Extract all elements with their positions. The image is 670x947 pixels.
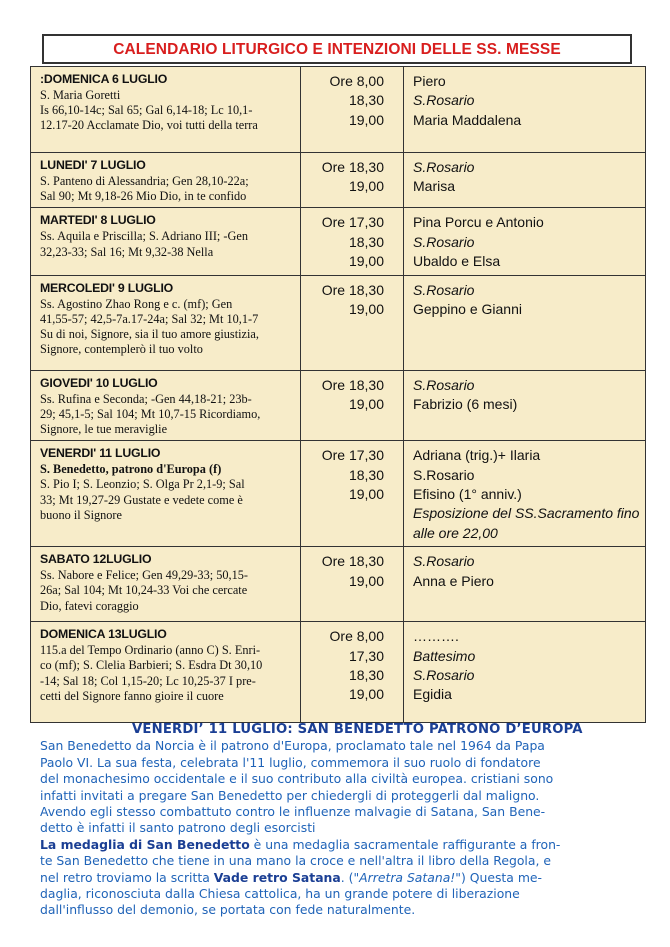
- mass-times-cell: [301, 208, 404, 275]
- mass-intention: ……….: [413, 628, 459, 645]
- mass-time: 19,00: [348, 178, 384, 195]
- day-cell: [31, 208, 301, 275]
- article-line: Paolo VI. La sua festa, celebrata l'11 luglio, commemora il suo ruolo di fondatore: [40, 754, 541, 770]
- day-reading-line: Ss. Nabore e Felice; Gen 49,29-33; 50,15-: [40, 568, 248, 583]
- mass-intention: Egidia: [413, 686, 452, 703]
- mass-intention: Pina Porcu e Antonio: [413, 214, 544, 231]
- day-reading-line: Su di noi, Signore, sia il tuo amore giustizia,: [40, 327, 259, 342]
- day-reading-line: 29; 45,1-5; Sal 104; Mt 10,7-15 Ricordiamo,: [40, 406, 261, 421]
- calendar-row: [31, 547, 646, 622]
- mass-intention: Marisa: [413, 178, 456, 195]
- mass-intention: Maria Maddalena: [413, 111, 522, 128]
- article-heading: VENERDI’ 11 LUGLIO: SAN BENEDETTO PATRONO D’EUROPA: [132, 722, 583, 737]
- day-reading-line: 32,23-33; Sal 16; Mt 9,32-38 Nella: [40, 244, 214, 259]
- intentions-cell: [404, 441, 646, 547]
- day-cell: [31, 275, 301, 370]
- day-reading-line: cetti del Signore fanno gioire il cuore: [40, 688, 224, 703]
- intentions-cell: [404, 370, 646, 441]
- day-reading-line: 115.a del Tempo Ordinario (anno C) S. Enri-: [40, 643, 261, 658]
- mass-intention: S.Rosario: [413, 466, 475, 483]
- mass-time: 19,00: [348, 686, 384, 703]
- mass-intention: Piero: [413, 73, 446, 89]
- mass-time: 19,00: [348, 486, 384, 503]
- intentions-cell: [404, 622, 646, 723]
- mass-intention: Adriana (trig.)+ Ilaria: [413, 447, 541, 464]
- calendar-row: [31, 275, 646, 370]
- calendar-row: [31, 441, 646, 547]
- intentions-cell: [404, 208, 646, 275]
- day-reading-line: Is 66,10-14c; Sal 65; Gal 6,14-18; Lc 10,1-: [40, 103, 253, 118]
- mass-intention: S.Rosario: [413, 553, 475, 570]
- article-line: dall'influsso del demonio, se portata con fede naturalmente.: [40, 902, 416, 918]
- day-reading-line: Ss. Agostino Zhao Rong e c. (mf); Gen: [40, 296, 233, 311]
- day-reading-line: S. Maria Goretti: [40, 88, 121, 102]
- mass-times-cell: [301, 67, 404, 153]
- calendar-row: [31, 622, 646, 723]
- mass-intention: Efisino (1° anniv.): [413, 486, 522, 503]
- vade-retro-text: Vade retro Satana: [213, 869, 341, 885]
- mass-time: 18,30: [348, 92, 384, 109]
- day-name: GIOVEDI' 10 LUGLIO: [40, 375, 158, 390]
- mass-time: Ore 17,30: [321, 214, 384, 231]
- day-reading-line: S. Panteno di Alessandria; Gen 28,10-22a;: [40, 174, 249, 188]
- mass-time: Ore 8,00: [329, 73, 384, 89]
- day-reading-line: S. Benedetto, patrono d'Europa (f): [40, 462, 222, 477]
- mass-time: 19,00: [348, 253, 384, 270]
- liturgical-calendar-table: [30, 66, 646, 723]
- day-name: VENERDI' 11 LUGLIO: [40, 446, 161, 461]
- mass-intention: S.Rosario: [413, 281, 475, 298]
- page-title: CALENDARIO LITURGICO E INTENZIONI DELLE SS. MESSE: [42, 34, 632, 64]
- article-line: Avendo egli stesso combattuto contro le influenze malvagie di Satana, San Bene-: [40, 804, 546, 820]
- intentions-cell: [404, 67, 646, 153]
- mass-time: Ore 18,30: [321, 553, 384, 570]
- article-line: te San Benedetto che tiene in una mano la croce e nell'altra il libro della Regola, e: [40, 853, 551, 869]
- day-reading-line: Ss. Rufina e Seconda; -Gen 44,18-21; 23b-: [40, 391, 252, 406]
- day-name: MERCOLEDI' 9 LUGLIO: [40, 280, 174, 295]
- intentions-cell: [404, 547, 646, 622]
- day-name: :DOMENICA 6 LUGLIO: [40, 72, 168, 86]
- mass-intention: Anna e Piero: [413, 572, 494, 589]
- day-reading-line: 26a; Sal 104; Mt 10,24-33 Voi che cercate: [40, 583, 248, 598]
- mass-intention: S.Rosario: [413, 667, 475, 684]
- mass-time: Ore 18,30: [321, 376, 384, 393]
- mass-time: 19,00: [348, 111, 384, 128]
- medal-title: La medaglia di San Benedetto: [40, 836, 250, 852]
- intentions-cell: [404, 153, 646, 208]
- article-san-benedetto: [40, 722, 660, 919]
- mass-intention: S.Rosario: [413, 376, 475, 393]
- day-name: LUNEDI' 7 LUGLIO: [40, 158, 146, 172]
- calendar-row: [31, 67, 646, 153]
- intentions-cell: [404, 275, 646, 370]
- mass-intention: Esposizione del SS.Sacramento fino alle ore 22,00: [413, 505, 640, 541]
- article-line: del monachesimo occidentale e il suo contributo alla civiltà europea. cristiani sono: [40, 771, 554, 787]
- mass-intention: Battesimo: [413, 647, 476, 664]
- day-cell: [31, 370, 301, 441]
- day-cell: [31, 441, 301, 547]
- day-name: SABATO 12LUGLIO: [40, 552, 152, 567]
- article-line: infatti invitati a pregare San Benedetto per chiedergli di proteggerli dal maligno.: [40, 787, 540, 803]
- day-reading-line: Dio, fatevi coraggio: [40, 598, 139, 613]
- mass-time: 18,30: [348, 466, 384, 483]
- day-cell: [31, 547, 301, 622]
- day-reading-line: Signore, le tue meraviglie: [40, 422, 168, 437]
- calendar-row: [31, 370, 646, 441]
- day-reading-line: Signore, contemplerò il tuo volto: [40, 342, 203, 357]
- day-reading-line: Ss. Aquila e Priscilla; S. Adriano III; -Gen: [40, 229, 248, 244]
- calendar-row: [31, 153, 646, 208]
- mass-time: 18,30: [348, 233, 384, 250]
- mass-time: 19,00: [348, 572, 384, 589]
- calendar-row: [31, 208, 646, 275]
- day-reading-line: co (mf); S. Clelia Barbieri; S. Esdra Dt 30,10: [40, 658, 263, 673]
- mass-times-cell: [301, 441, 404, 547]
- article-line: La medaglia di San Benedetto è una medaglia sacramentale raffigurante a fron-: [40, 836, 561, 852]
- article-line: San Benedetto da Norcia è il patrono d'Europa, proclamato tale nel 1964 da Papa: [40, 738, 545, 754]
- day-reading-line: 41,55-57; 42,5-7a.17-24a; Sal 32; Mt 10,1-7: [40, 311, 259, 326]
- mass-time: 17,30: [348, 647, 384, 664]
- mass-intention: S.Rosario: [413, 92, 475, 109]
- mass-intention: Fabrizio (6 mesi): [413, 396, 518, 413]
- mass-time: Ore 17,30: [321, 447, 384, 464]
- day-reading-line: 33; Mt 19,27-29 Gustate e vedete come è: [40, 492, 243, 507]
- day-cell: [31, 153, 301, 208]
- mass-times-cell: [301, 153, 404, 208]
- mass-time: Ore 18,30: [321, 281, 384, 298]
- day-cell: [31, 622, 301, 723]
- day-reading-line: buono il Signore: [40, 507, 122, 522]
- mass-times-cell: [301, 547, 404, 622]
- mass-intention: S.Rosario: [413, 159, 475, 175]
- mass-time: 19,00: [348, 396, 384, 413]
- mass-intention: S.Rosario: [413, 233, 475, 250]
- article-line: detto è infatti il santo patrono degli esorcisti: [40, 820, 316, 836]
- article-line: daglia, riconosciuta dalla Chiesa cattolica, ha un grande potere di liberazione: [40, 886, 520, 902]
- day-reading-line: -14; Sal 18; Col 1,15-20; Lc 10,25-37 I pre-: [40, 673, 256, 688]
- mass-time: 19,00: [348, 301, 384, 318]
- mass-time: Ore 18,30: [321, 159, 384, 175]
- mass-intention: Ubaldo e Elsa: [413, 253, 501, 270]
- mass-intention: Geppino e Gianni: [413, 301, 522, 318]
- mass-times-cell: [301, 370, 404, 441]
- mass-time: Ore 8,00: [329, 628, 384, 645]
- day-reading-line: S. Pio I; S. Leonzio; S. Olga Pr 2,1-9; Sal: [40, 477, 245, 492]
- mass-time: 18,30: [348, 667, 384, 684]
- mass-times-cell: [301, 622, 404, 723]
- article-line: nel retro troviamo la scritta Vade retro Satana. ("Arretra Satana!") Questa me-: [40, 869, 542, 885]
- day-reading-line: 12.17-20 Acclamate Dio, voi tutti della terra: [40, 118, 258, 133]
- day-reading-line: Sal 90; Mt 9,18-26 Mio Dio, in te confido: [40, 189, 247, 204]
- mass-times-cell: [301, 275, 404, 370]
- day-cell: [31, 67, 301, 153]
- day-name: DOMENICA 13LUGLIO: [40, 627, 167, 642]
- day-name: MARTEDI' 8 LUGLIO: [40, 213, 156, 228]
